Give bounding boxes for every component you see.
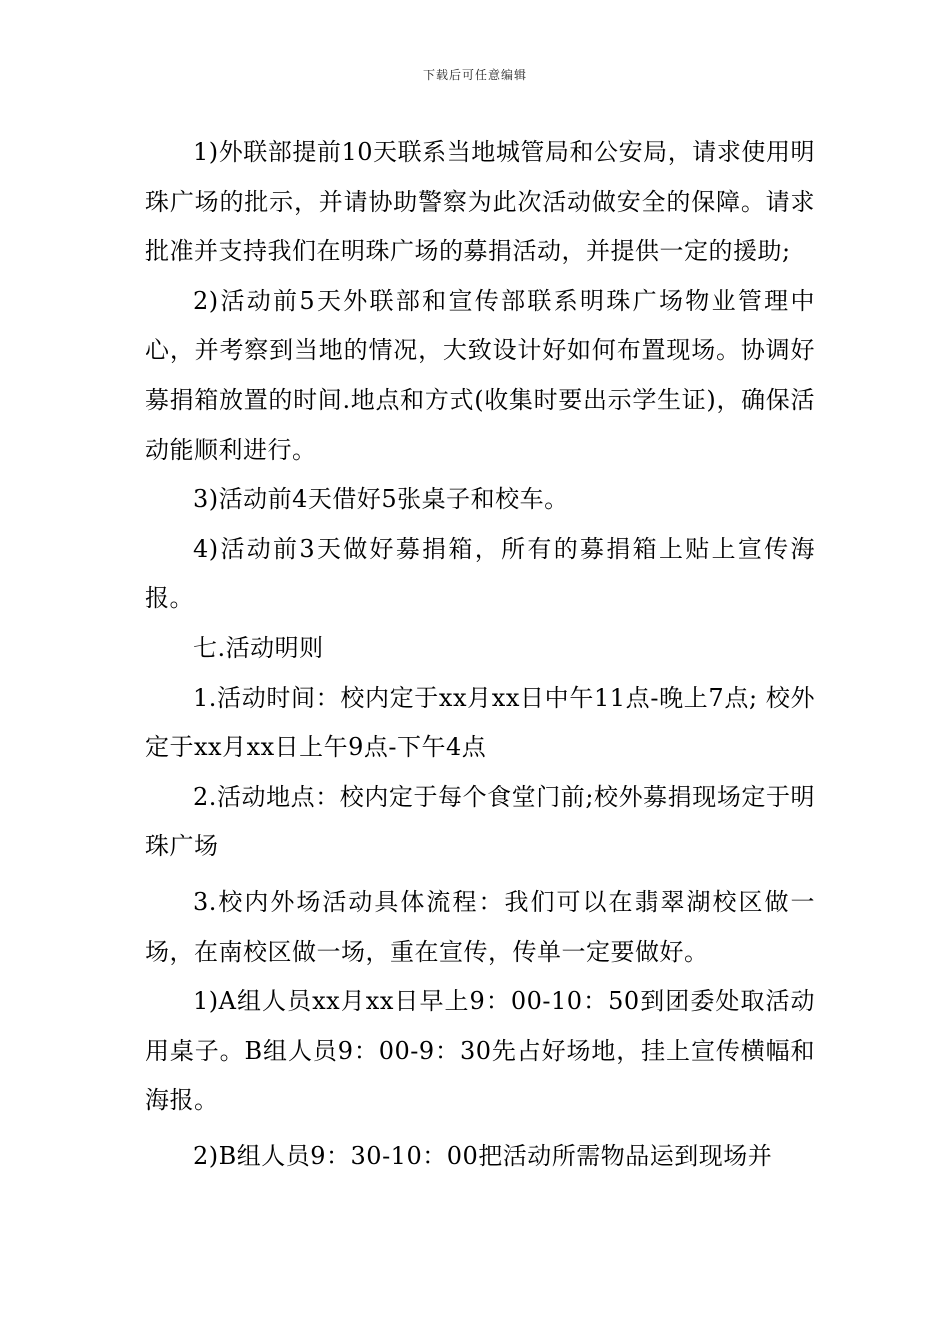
section-heading: 七.活动明则	[193, 633, 324, 662]
paragraph-group-a: 1)A组人员xx月xx日早上9：00-10：50到团委处取活动用桌子。B组人员9：00-9：30先占好场地，挂上宣传横幅和海报。	[145, 987, 815, 1115]
paragraph-activity-flow: 3.校内外场活动具体流程：我们可以在翡翠湖校区做一场，在南校区做一场，重在宣传，传单一定要做好。	[145, 887, 815, 966]
paragraph-4: 4)活动前3天做好募捐箱，所有的募捐箱上贴上宣传海报。	[145, 534, 815, 613]
document-body	[145, 128, 815, 1181]
paragraph-activity-location: 2.活动地点：校内定于每个食堂门前;校外募捐现场定于明珠广场	[145, 782, 815, 861]
paragraph-group-b: 2)B组人员9：30-10：00把活动所需物品运到现场并	[193, 1141, 773, 1170]
paragraph-3: 3)活动前4天借好5张桌子和校车。	[193, 485, 569, 514]
page-header: 下载后可任意编辑	[422, 68, 527, 82]
paragraph-1: 1)外联部提前10天联系当地城管局和公安局，请求使用明珠广场的批示，并请协助警察为此次活动做安全的保障。请求批准并支持我们在明珠广场的募捐活动，并提供一定的援助;	[145, 138, 815, 266]
paragraph-activity-time: 1.活动时间：校内定于xx月xx日中午11点-晚上7点; 校外定于xx月xx日上午9点-下午4点	[145, 683, 815, 762]
paragraph-2: 2)活动前5天外联部和宣传部联系明珠广场物业管理中心，并考察到当地的情况，大致设计好如何布置现场。协调好募捐箱放置的时间.地点和方式(收集时要出示学生证)，确保活动能顺利进行。	[145, 286, 815, 464]
